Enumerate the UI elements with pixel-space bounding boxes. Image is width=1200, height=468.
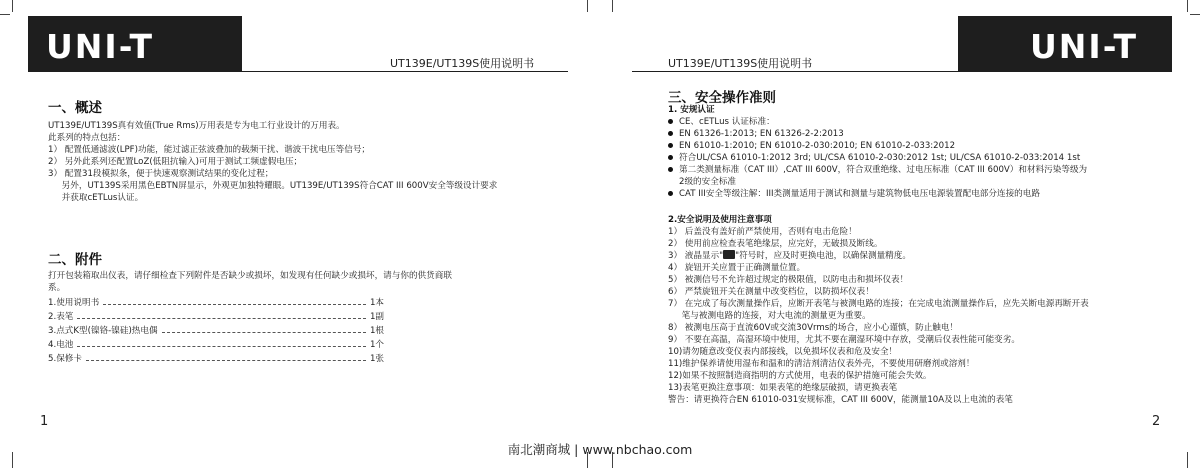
- note-text: "符号时，应及时更换电池，以确保测量精度。: [735, 251, 911, 261]
- note-text: 3） 液晶显示": [668, 251, 724, 261]
- note-line: 笔与被测电路的连接，对大电流的测量更为重要。: [668, 311, 871, 321]
- subsection-title: 2.安全说明及使用注意事项: [668, 215, 772, 225]
- note-line: 6） 严禁旋钮开关在测量中改变档位，以防损坏仪表！: [668, 287, 874, 297]
- overview-line: 此系列的特点包括：: [48, 133, 126, 143]
- accessory-row: [48, 310, 384, 324]
- accessory-name: 1.使用说明书: [48, 298, 100, 308]
- bullet-item: [668, 164, 1087, 176]
- overview-line: 另外，UT139S采用黑色EBTN屏显示，外观更加独特耀眼。UT139E/UT139S符合CAT III 600V安全等级设计要求: [48, 181, 498, 191]
- overview-line: 1） 配置低通滤波(LPF)功能，能过滤正弦波叠加的载频干扰、谐波干扰电压等信号；: [48, 145, 371, 155]
- leader-dashes: [77, 346, 366, 347]
- bullet-icon: [668, 191, 673, 196]
- header-rule: [632, 71, 1172, 72]
- certification-block: [668, 104, 1087, 200]
- accessory-qty: 1本: [369, 298, 384, 308]
- accessory-row: [48, 324, 384, 338]
- page-number: 2: [1152, 414, 1161, 429]
- note-line: 8） 被测电压高于直流60V或交流30Vrms的场合，应小心谨慎，防止触电！: [668, 323, 959, 333]
- accessory-row: [48, 296, 384, 310]
- safety-notes: [668, 214, 1089, 406]
- site-footer: 南北潮商城 | www.nbchao.com: [507, 442, 693, 457]
- bullet-item: [668, 188, 1087, 200]
- overview-line: 2） 另外此系列还配置LoZ(低阻抗输入)可用于测试工频虚假电压；: [48, 157, 303, 167]
- accessories-list: [48, 296, 384, 366]
- accessory-row: [48, 352, 384, 366]
- overview-line: UT139E/UT139S真有效值(True Rms)万用表是专为电工行业设计的万用表。: [48, 121, 345, 131]
- leader-dashes: [86, 360, 366, 361]
- note-line: 7） 在完成了每次测量操作后，应断开表笔与被测电路的连接；在完成电流测量操作后，应先关断电源再断开表: [668, 299, 1089, 309]
- leader-dashes: [162, 332, 366, 333]
- note-line: 10)请勿随意改变仪表内部接线，以免损坏仪表和危及安全！: [668, 347, 898, 357]
- bullet-icon: [668, 131, 673, 136]
- accessories-intro: [48, 270, 452, 294]
- section-title-overview: 一、概述: [48, 100, 102, 116]
- subsection-title: 1. 安规认证: [668, 105, 715, 115]
- accessory-qty: 1个: [369, 340, 384, 350]
- intro-line: 系。: [48, 283, 66, 293]
- bullet-text: EN 61326-1:2013; EN 61326-2-2:2013: [679, 129, 844, 139]
- bullet-text: 符合UL/CSA 61010-1:2012 3rd; UL/CSA 61010-2-030:2012 1st; UL/CSA 61010-2-033:2014 1st: [679, 153, 1081, 163]
- bullet-text: EN 61010-1:2010; EN 61010-2-030:2010; EN 61010-2-033:2012: [679, 141, 956, 151]
- bullet-icon: [668, 167, 673, 172]
- right-page: [600, 0, 1200, 468]
- page-number: 1: [40, 414, 49, 429]
- accessory-qty: 1张: [369, 354, 384, 364]
- note-line: 警告：请更换符合EN 61010-031安规标准，CAT III 600V，能测量10A及以上电流的表笔: [668, 395, 1013, 405]
- overview-line: 3） 配置31段模拟条，便于快速观察测试结果的变化过程；: [48, 169, 274, 179]
- note-line: 2） 使用前应检查表笔绝缘层，应完好，无破损及断线。: [668, 239, 883, 249]
- brand-logo: UNI-T: [46, 27, 155, 66]
- leader-dashes: [103, 304, 366, 305]
- brand-logo: UNI-T: [1030, 27, 1139, 66]
- bullet-item: [668, 116, 1087, 128]
- accessory-name: 3.点式K型(镍铬-镍硅)热电偶: [48, 326, 158, 336]
- bullet-icon: [668, 119, 673, 124]
- bullet-item: [668, 152, 1087, 164]
- header-title: UT139E/UT139S使用说明书: [390, 57, 535, 70]
- note-line: 9） 不要在高温，高湿环境中使用，尤其不要在潮湿环境中存放，受潮后仪表性能可能变劣。: [668, 335, 1020, 345]
- note-line: [668, 250, 1089, 262]
- section-title-accessories: 二、附件: [48, 252, 102, 268]
- note-line: 4） 旋钮开关应置于正确测量位置。: [668, 263, 806, 273]
- bullet-icon: [668, 143, 673, 148]
- header-rule: [28, 71, 568, 72]
- accessory-name: 5.保修卡: [48, 354, 82, 364]
- header-title: UT139E/UT139S使用说明书: [668, 57, 813, 70]
- bullet-item: [668, 128, 1087, 140]
- bullet-text: CAT III安全等级注解：III类测量适用于测试和测量与建筑物低电压电源装置配电部分连接的电路: [679, 189, 1040, 199]
- note-line: 11)维护保养请使用湿布和温和的清洁剂清洁仪表外壳，不要使用研磨剂或溶剂！: [668, 359, 975, 369]
- accessory-row: [48, 338, 384, 352]
- note-line: 1） 后盖没有盖好前严禁使用，否则有电击危险！: [668, 227, 857, 237]
- battery-icon: [723, 250, 735, 259]
- note-line: 13)表笔更换注意事项：如果表笔的绝缘层破损，请更换表笔: [668, 383, 898, 393]
- bullet-text: 第二类测量标准（CAT III）,CAT III 600V，符合双重绝缘、过电压标准（CAT III 600V）和材料污染等级为: [679, 165, 1088, 175]
- overview-line: 并获取cETLus认证。: [48, 193, 144, 203]
- note-line: 5） 被测信号不允许超过规定的极限值，以防电击和损坏仪表！: [668, 275, 909, 285]
- accessory-qty: 1副: [369, 312, 384, 322]
- accessory-qty: 1根: [369, 326, 384, 336]
- accessory-name: 2.表笔: [48, 312, 74, 322]
- overview-text: [48, 120, 497, 204]
- leader-dashes: [77, 318, 366, 319]
- note-line: 12)如果不按照制造商指明的方式使用，电表的保护措施可能会失效。: [668, 371, 932, 381]
- bullet-continuation: 2级的安全标准: [679, 177, 737, 187]
- bullet-icon: [668, 155, 673, 160]
- accessory-name: 4.电池: [48, 340, 74, 350]
- bullet-item: [668, 140, 1087, 152]
- section-title-safety: 三、安全操作准则: [668, 90, 776, 106]
- bullet-text: CE、cETLus 认证标准：: [679, 117, 775, 127]
- intro-line: 打开包装箱取出仪表，请仔细检查下列附件是否缺少或损坏，如发现有任何缺少或损坏，请与你的供货商联: [48, 271, 452, 281]
